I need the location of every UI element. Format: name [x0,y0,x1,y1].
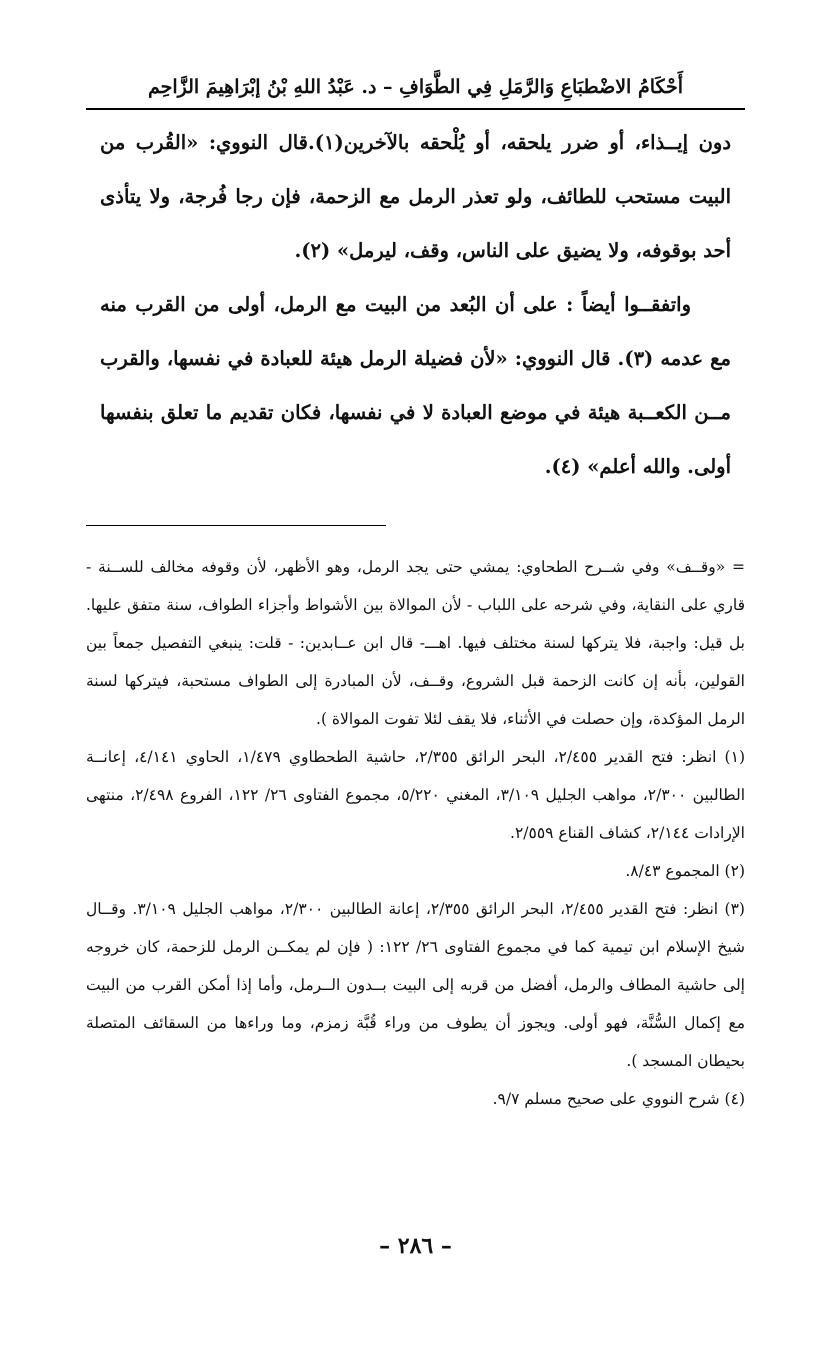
running-header: أَحْكَامُ الاضْطبَاعِ وَالرَّمَلِ فِي الطَّوَافِ – د. عَبْدُ اللهِ بْنُ إبْرَاهِيمَ الزَّاحِم [147,76,684,98]
main-text [100,116,731,494]
footnote-continuation: = «وقــف» وفي شــرح الطحاوي: يمشي حتى يجد الرمل، وهو الأظهر، لأن وقوفه مخالف للســنة - قاري على النقاية، وفي شرحه على اللباب - لأن الموالاة بين الأشواط وأجزاء الطواف، سنة متفق عليها. بل قيل: واجبة، فلا يتركها لسنة مختلف فيها. اهـــ- قال ابن عــابدين: - قلت: ينبغي التفصيل جمعاً بين القولين، بأنه إن كانت الزحمة قبل الشروع، وقــف، لأن المبادرة إلى الطواف مستحبة، فيتركها لسنة الرمل المؤكدة، وإن حصلت في الأثناء، فلا يقف لئلا تفوت الموالاة ). [86,558,745,728]
footnotes [86,548,745,1118]
footnote-4: (٤) شرح النووي على صحيح مسلم ٩/٧. [492,1090,745,1108]
main-paragraph: واتفقــوا أيضاً : على أن البُعد من البيت مع الرمل، أولى من القرب منه مع عدمه (٣). قال النووي: «لأن فضيلة الرمل هيئة للعبادة في نفسها، والقرب مــن الكعــبة هيئة في موضع العبادة لا في نفسها، فكان تقديم ما تعلق بنفسها أولى. والله أعلم» (٤). [100,293,731,478]
footnote-divider [86,525,386,526]
footnote-2: (٢) المجموع ٨/٤٣. [625,862,745,880]
header-divider [86,108,745,110]
footnote-3: (٣) انظر: فتح القدير ٢/٤٥٥، البحر الرائق ٢/٣٥٥، إعانة الطالبين ٢/٣٠٠، مواهب الجليل ٣/١٠٩. وقــال شيخ الإسلام ابن تيمية كما في مجموع الفتاوى ٢٦/ ١٢٢: ( فإن لم يمكــن الرمل للزحمة، كان خروجه إلى حاشية المطاف والرمل، أفضل من قربه إلى البيت بــدون الــرمل، وأما إذا أمكن القرب من البيت مع إكمال السُّنَّة، فهو أولى. ويجوز أن يطوف من وراء قُبَّة زمزم، وما وراءها من السقائف المتصلة بحيطان المسجد ). [86,900,746,1070]
page-number: – ٢٨٦ – [379,1233,452,1259]
footnote-1: (١) انظر: فتح القدير ٢/٤٥٥، البحر الرائق ٢/٣٥٥، حاشية الطحطاوي ١/٤٧٩، الحاوي ٤/١٤١، إعانــة الطالبين ٢/٣٠٠، مواهب الجليل ٣/١٠٩، المغني ٥/٢٢٠، مجموع الفتاوى ٢٦/ ١٢٢، الفروع ٢/٤٩٨، منتهى الإرادات ٢/١٤٤، كشاف القناع ٢/٥٥٩. [86,748,746,842]
main-paragraph: دون إيــذاء، أو ضرر يلحقه، أو يُلْحقه بالآخرين(١).قال النووي: «القُرب من البيت مستحب للطائف، ولو تعذر الرمل مع الزحمة، فإن رجا فُرجة، ولا يتأذى أحد بوقوفه، ولا يضيق على الناس، وقف، ليرمل» (٢). [100,131,732,262]
